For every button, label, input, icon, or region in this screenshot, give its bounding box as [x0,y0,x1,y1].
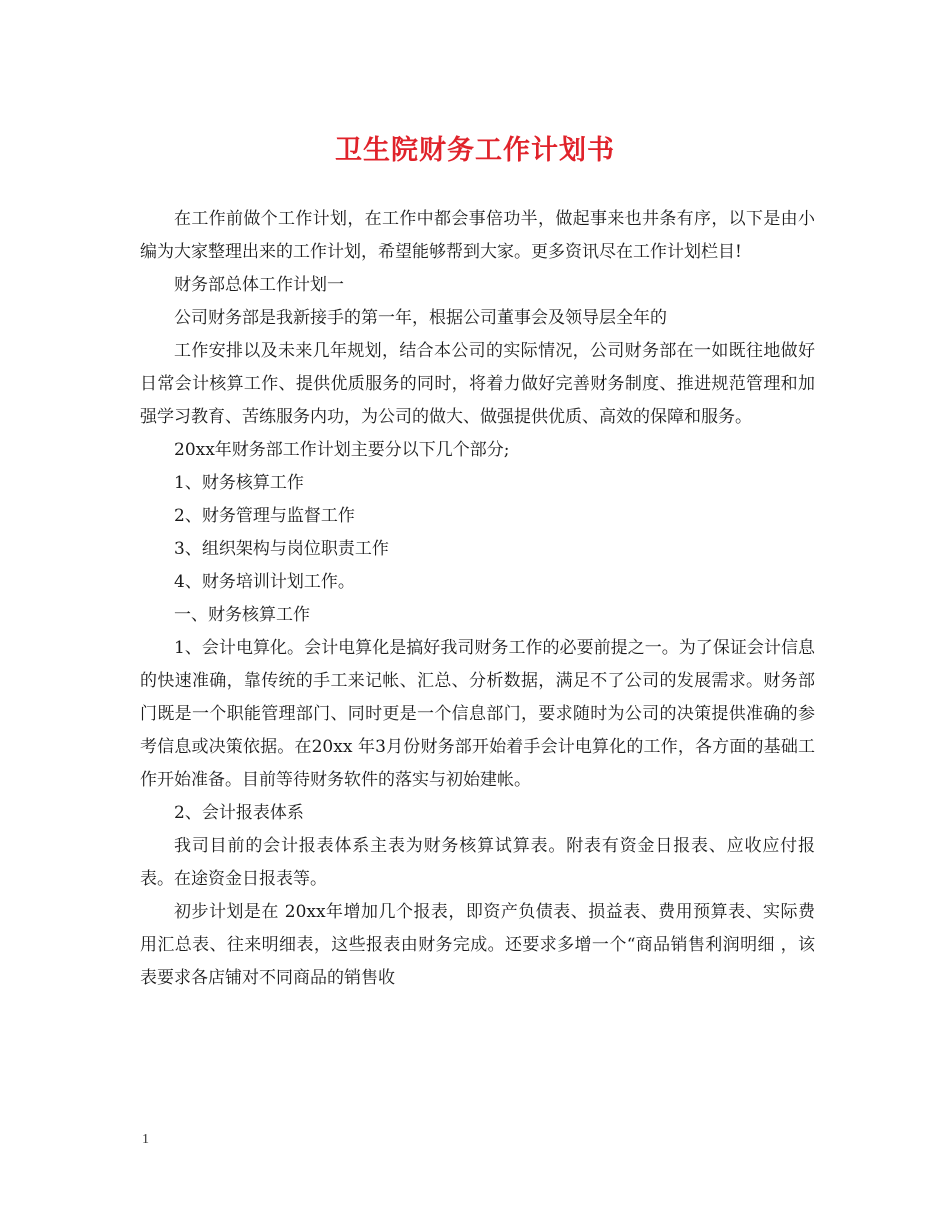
document-body [140,203,815,995]
list-item-management: 2、财务管理与监督工作 [174,506,355,526]
subheading-report-system: 2、会计报表体系 [174,803,304,823]
paragraph-company-first-year: 公司财务部是我新接手的第一年，根据公司董事会及领导层全年的 [174,308,667,328]
paragraph-initial-plan: 初步计划是在 20xx年增加几个报表，即资产负债表、损益表、费用预算表、实际费用汇总表、往来明细表，这些报表由财务完成。还要求多增一个“商品销售利润明细 ，该表要求各店铺对不同商品的销售收 [140,902,815,988]
page-title: 卫生院财务工作计划书 [335,135,615,166]
paragraph-work-arrangement: 工作安排以及未来几年规划，结合本公司的实际情况，公司财务部在一如既往地做好日常会计核算工作、提供优质服务的同时，将着力做好完善财务制度、推进规范管理和加强学习教育、苦练服务内功，为公司的做大、做强提供优质、高效的保障和服务。 [140,341,815,427]
paragraph-computerization: 1、会计电算化。会计电算化是搞好我司财务工作的必要前提之一。为了保证会计信息的快速准确，靠传统的手工来记帐、汇总、分析数据，满足不了公司的发展需求。财务部门既是一个职能管理部门、同时更是一个信息部门，要求随时为公司的决策提供准确的参考信息或决策依据。在20xx 年3月份财务部开始着手会计电算化的工作，各方面的基础工作开始准备。目前等待财务软件的落实与初始建帐。 [140,638,815,790]
list-item-organization: 3、组织架构与岗位职责工作 [174,539,389,559]
paragraph-report-system: 我司目前的会计报表体系主表为财务核算试算表。附表有资金日报表、应收应付报表。在途资金日报表等。 [140,836,815,889]
paragraph-intro: 在工作前做个工作计划，在工作中都会事倍功半，做起事来也井条有序，以下是由小编为大家整理出来的工作计划，希望能够帮到大家。更多资讯尽在工作计划栏目! [140,209,815,262]
paragraph-plan-parts: 20xx年财务部工作计划主要分以下几个部分; [174,440,510,460]
list-item-training: 4、财务培训计划工作。 [174,572,355,592]
section-heading-accounting: 一、财务核算工作 [174,605,310,625]
paragraph-heading-plan-one: 财务部总体工作计划一 [174,275,344,295]
page-number: 1 [142,1132,149,1147]
list-item-accounting: 1、财务核算工作 [174,473,304,493]
